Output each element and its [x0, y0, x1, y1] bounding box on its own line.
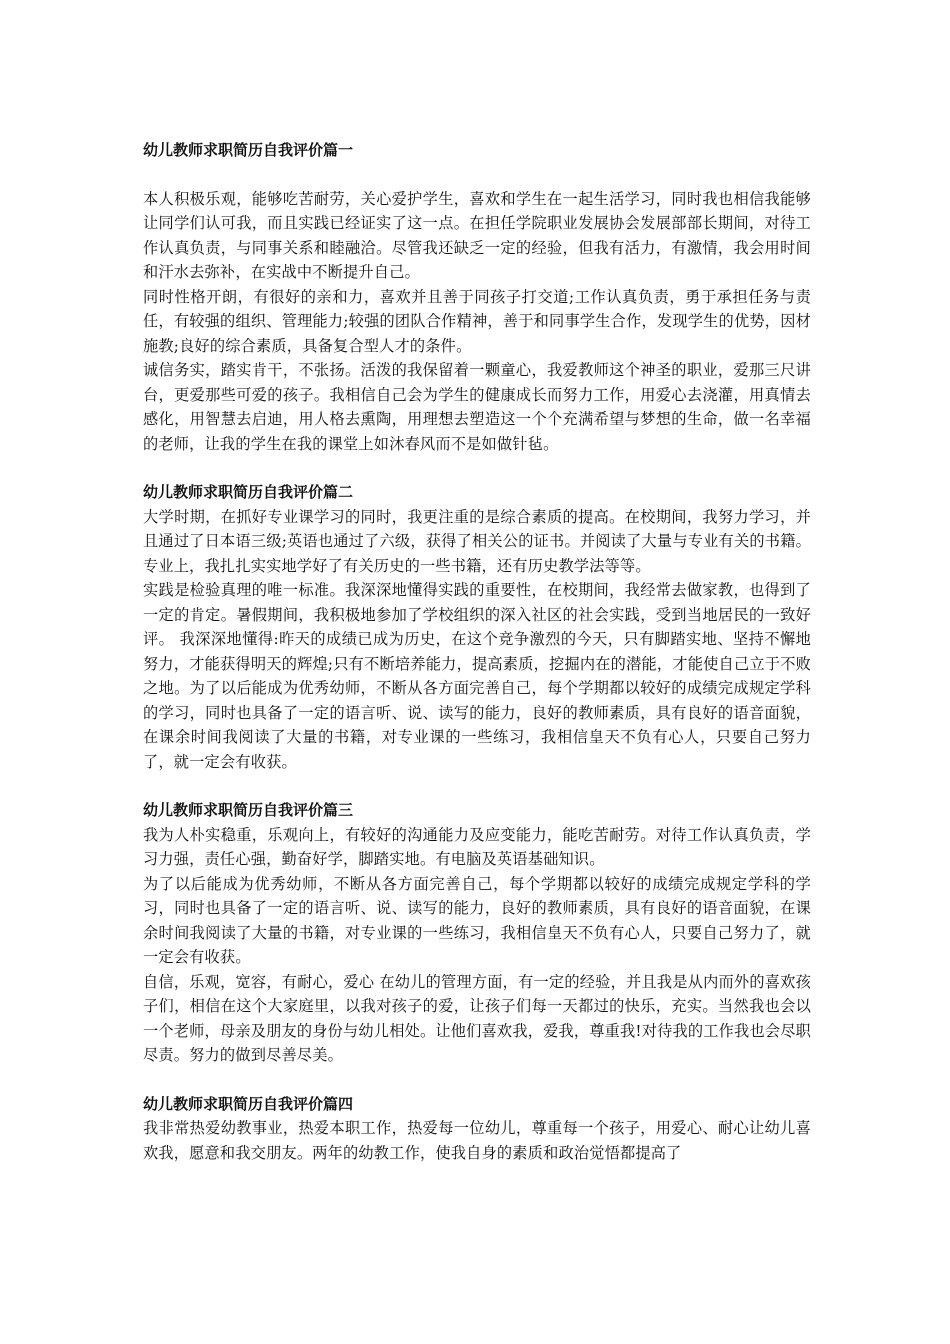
section-title: 幼儿教师求职简历自我评价篇四 — [143, 1094, 354, 1113]
section-title: 幼儿教师求职简历自我评价篇二 — [143, 483, 354, 501]
paragraph: 我非常热爱幼教事业，热爱本职工作，热爱每一位幼儿，尊重每一个孩子，用爱心、耐心让幼儿喜欢我，愿意和我交朋友。两年的幼教工作，使我自身的素质和政治觉悟都提高了 — [143, 1119, 811, 1162]
section-3 — [143, 798, 811, 1068]
paragraph: 大学时期，在抓好专业课学习的同时，我更注重的是综合素质的提高。在校期间，我努力学习，并且通过了日本语三级;英语也通过了六级，获得了相关公的证书。并阅读了大量与专业有关的书籍。专业上，我扎扎实实地学好了有关历史的一些书籍，还有历史教学法等等。 — [143, 507, 811, 575]
spacer — [143, 456, 811, 480]
section-1 — [143, 138, 811, 456]
paragraph: 我为人朴实稳重，乐观向上，有较好的沟通能力及应变能力，能吃苦耐劳。对待工作认真负责，学习力强，责任心强，勤奋好学，脚踏实地。有电脑及英语基础知识。 — [143, 825, 811, 868]
section-title: 幼儿教师求职简历自我评价篇三 — [143, 801, 354, 819]
paragraph: 本人积极乐观，能够吃苦耐劳，关心爱护学生，喜欢和学生在一起生活学习，同时我也相信我能够让同学们认可我，而且实践已经证实了这一点。在担任学院职业发展协会发展部部长期间，对待工作认真负责，与同事关系和睦融洽。尽管我还缺乏一定的经验，但我有活力，有激情，我会用时间和汗水去弥补，在实战中不断提升自己。 — [143, 189, 811, 281]
paragraph: 自信，乐观，宽容，有耐心，爱心 在幼儿的管理方面，有一定的经验，并且我是从内而外的喜欢孩子们，相信在这个大家庭里，以我对孩子的爱，让孩子们每一天都过的快乐，充实。当然我也会以一个老师，母亲及朋友的身份与幼儿相处。让他们喜欢我，爱我，尊重我!对待我的工作我也会尽职尽责。努力的做到尽善尽美。 — [143, 972, 811, 1064]
section-title: 幼儿教师求职简历自我评价篇一 — [143, 141, 354, 159]
paragraph: 同时性格开朗，有很好的亲和力，喜欢并且善于同孩子打交道;工作认真负责，勇于承担任务与责任，有较强的组织、管理能力;较强的团队合作精神，善于和同事学生合作，发现学生的优势，因材施教;良好的综合素质，具备复合型人才的条件。 — [143, 287, 811, 355]
paragraph: 诚信务实，踏实肯干，不张扬。活泼的我保留着一颗童心，我爱教师这个神圣的职业，爱那三尺讲台，更爱那些可爱的孩子。我相信自己会为学生的健康成长而努力工作，用爱心去浇灌，用真情去感化，用智慧去启迪，用人格去熏陶，用理想去塑造这一个个充满希望与梦想的生命，做一名幸福的老师，让我的学生在我的课堂上如沐春风而不是如做针毡。 — [143, 361, 811, 453]
section-4 — [143, 1092, 811, 1166]
document-page — [143, 138, 811, 1165]
section-2 — [143, 480, 811, 774]
paragraph: 实践是检验真理的唯一标准。我深深地懂得实践的重要性，在校期间，我经常去做家教，也得到了一定的肯定。暑假期间，我积极地参加了学校组织的深入社区的社会实践，受到当地居民的一致好评。 我深深地懂得:昨天的成绩已成为历史，在这个竞争激烈的今天，只有脚踏实地、坚持不懈地努力，才能获得明天的辉煌;只有不断培养能力，提高素质，挖掘内在的潜能，才能使自己立于不败之地。为了以后能成为优秀幼师，不断从各方面完善自己，每个学期都以较好的成绩完成规定学科的学习，同时也具备了一定的语言听、说、读写的能力，良好的教师素质，具有良好的语音面貌，在课余时间我阅读了大量的书籍，对专业课的一些练习，我相信皇天不负有心人，只要自己努力了，就一定会有收获。 — [143, 581, 811, 771]
paragraph: 为了以后能成为优秀幼师，不断从各方面完善自己，每个学期都以较好的成绩完成规定学科的学习，同时也具备了一定的语言听、说、读写的能力，良好的教师素质，具有良好的语音面貌，在课余时间我阅读了大量的书籍，对专业课的一些练习，我相信皇天不负有心人，只要自己努力了，就一定会有收获。 — [143, 874, 811, 966]
spacer — [143, 774, 811, 798]
spacer — [143, 163, 811, 187]
spacer — [143, 1068, 811, 1092]
